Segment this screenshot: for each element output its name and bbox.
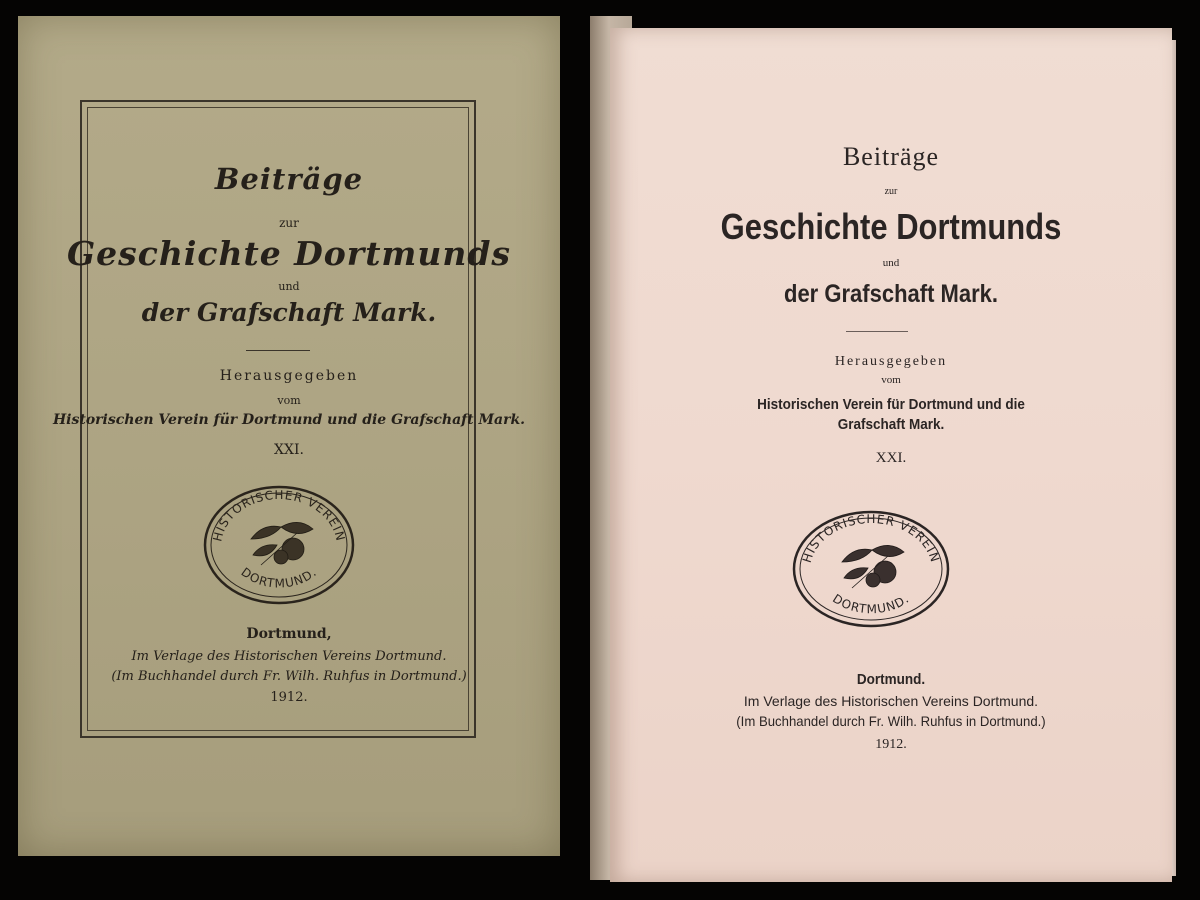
cover-vom: vom bbox=[277, 394, 301, 407]
title-zur: zur bbox=[884, 186, 898, 197]
book-cover bbox=[18, 16, 560, 856]
cover-herausgegeben: Herausgegeben bbox=[219, 368, 359, 384]
cover-divider bbox=[246, 350, 310, 351]
cover-title-grafschaft-mark: der Grafschaft Mark. bbox=[141, 298, 437, 327]
cover-year: 1912. bbox=[270, 690, 308, 705]
cover-stamp-bottom-text: DORTMUND. bbox=[238, 564, 320, 591]
svg-text:HISTORISCHER VEREIN bbox=[800, 512, 942, 564]
title-und: und bbox=[882, 257, 900, 269]
title-herausgegeben: Herausgegeben bbox=[834, 354, 948, 369]
cover-volume-number: XXI. bbox=[274, 442, 304, 458]
cover-society-stamp bbox=[201, 483, 357, 607]
title-stamp-top-text: HISTORISCHER VEREIN bbox=[799, 511, 943, 565]
svg-text:DORTMUND. bbox=[830, 591, 912, 616]
title-city: Dortmund. bbox=[856, 671, 926, 688]
leaf-emblem-icon bbox=[251, 522, 313, 565]
title-grafschaft-mark: der Grafschaft Mark. bbox=[784, 280, 998, 308]
cover-title-geschichte-dortmunds: Geschichte Dortmunds bbox=[66, 234, 511, 273]
title-stamp-bottom-text: DORTMUND. bbox=[830, 591, 912, 617]
cover-verein: Historischen Verein für Dortmund und die Grafschaft Mark. bbox=[52, 412, 526, 428]
leaf-emblem-icon bbox=[842, 545, 904, 588]
title-geschichte-dortmunds: Geschichte Dortmunds bbox=[720, 206, 1062, 247]
cover-zur: zur bbox=[279, 216, 299, 230]
cover-city: Dortmund, bbox=[246, 626, 332, 642]
cover-stamp-top-text: HISTORISCHER VEREIN bbox=[210, 487, 348, 543]
cover-verlag: Im Verlage des Historischen Vereins Dortmund. bbox=[131, 649, 447, 664]
title-vom: vom bbox=[881, 374, 901, 386]
cover-buchhandel: (Im Buchhandel durch Fr. Wilh. Ruhfus in Dortmund.) bbox=[111, 669, 467, 684]
svg-text:DORTMUND. bbox=[238, 565, 319, 591]
title-beitraege: Beiträge bbox=[842, 142, 940, 171]
title-page bbox=[610, 28, 1172, 882]
title-volume-number: XXI. bbox=[875, 450, 907, 466]
title-buchhandel: (Im Buchhandel durch Fr. Wilh. Ruhfus in Dortmund.) bbox=[736, 713, 1046, 729]
title-verlag: Im Verlage des Historischen Vereins Dortmund. bbox=[743, 693, 1039, 709]
title-verein-line2: Grafschaft Mark. bbox=[837, 416, 945, 433]
title-verein-line1: Historischen Verein für Dortmund und die bbox=[757, 396, 1025, 413]
cover-title-beitraege: Beiträge bbox=[214, 162, 364, 196]
title-divider bbox=[846, 331, 908, 332]
cover-und: und bbox=[278, 280, 300, 293]
title-year: 1912. bbox=[875, 737, 907, 752]
svg-text:HISTORISCHER VEREIN bbox=[210, 488, 347, 543]
title-society-stamp bbox=[790, 508, 952, 630]
